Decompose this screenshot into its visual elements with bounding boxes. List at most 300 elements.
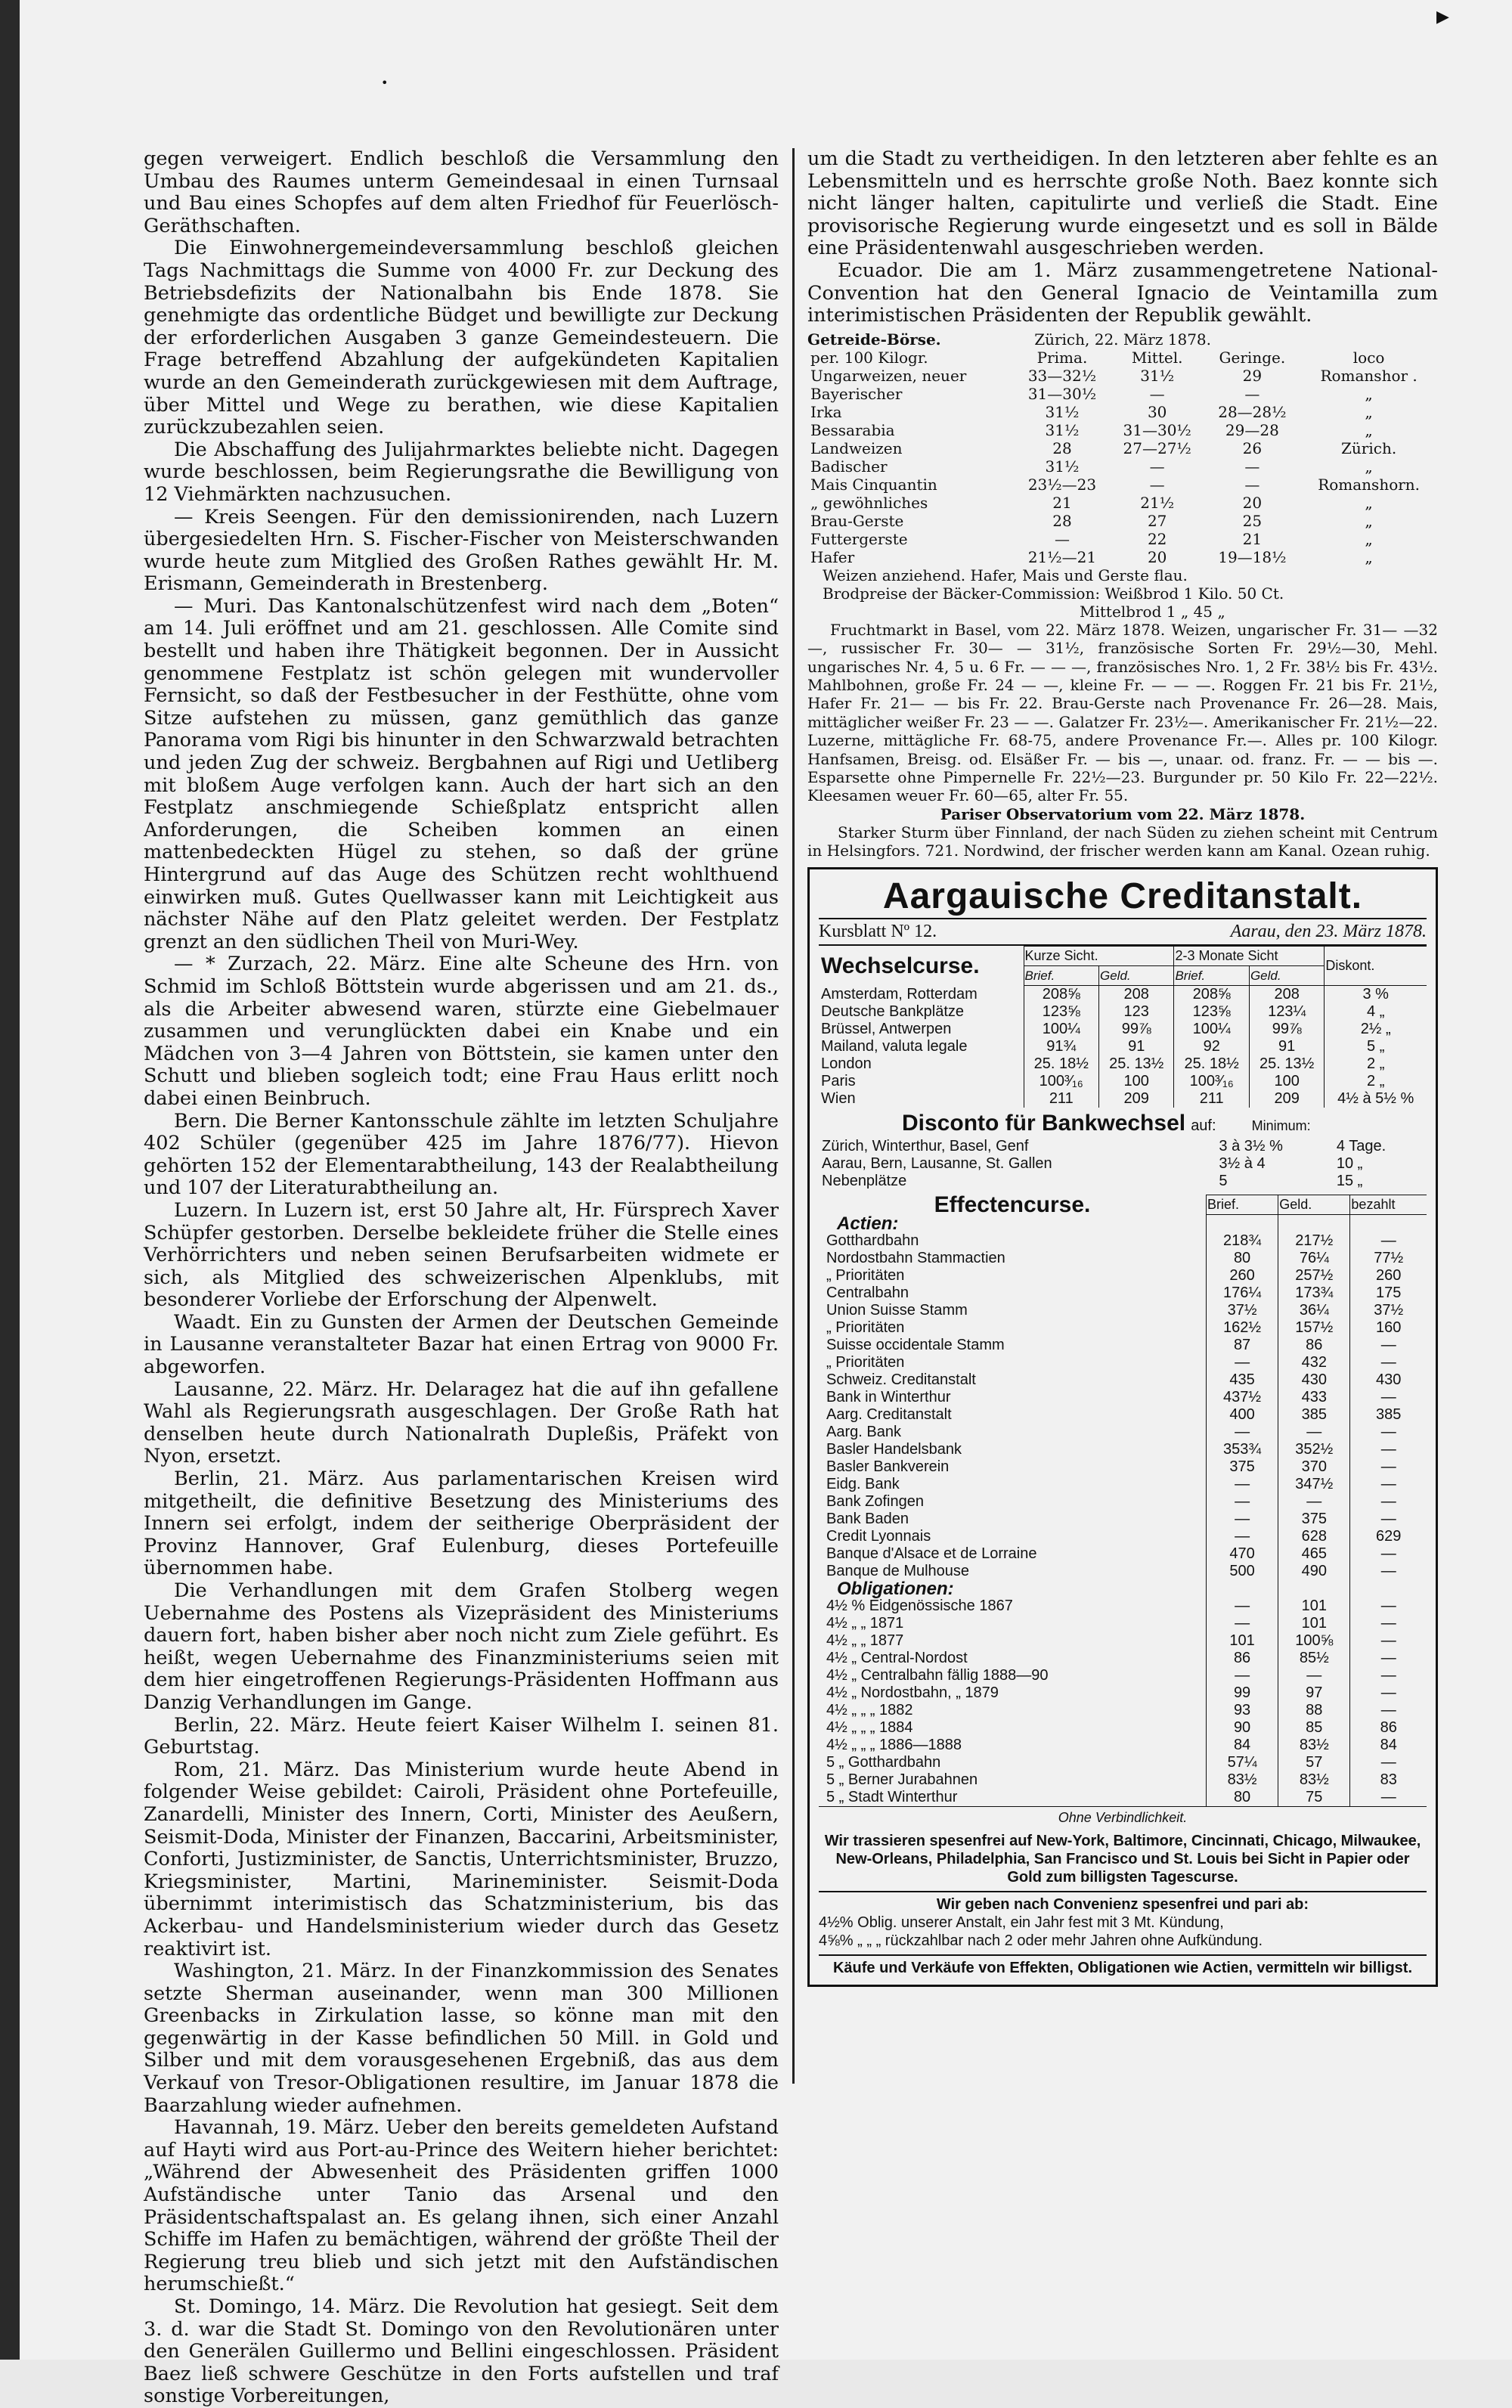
table-cell: 211: [1174, 1090, 1249, 1108]
observatory-title: Pariser Observatorium vom 22. März 1878.: [940, 804, 1306, 823]
table-cell: —: [1350, 1511, 1427, 1528]
paragraph: — Kreis Seengen. Für den demissionirenden, nach Luzern übergesiedelten Hrn. S. Fischer-Fischer von Meisterschwanden wurde heute zum Mitglied des Großen Rathes gewählt Hr. M. Erismann, Gemeinderath in Brestenberg.: [144, 505, 779, 596]
disconto-table: [819, 1138, 1427, 1190]
security-name: 4½ „ „ 1877: [826, 1632, 904, 1649]
table-cell: „: [1365, 547, 1373, 566]
table-row: [819, 1458, 1427, 1476]
column-header: Geld.: [1278, 1195, 1350, 1215]
security-name: Bank in Winterthur: [826, 1388, 951, 1405]
table-cell: 19—18½: [1218, 547, 1287, 566]
table-cell: „: [1365, 511, 1373, 530]
table-row: [807, 512, 1438, 530]
disconto-rate: 3 à 3½ %: [1219, 1138, 1283, 1154]
table-cell: —: [1350, 1598, 1427, 1615]
table-cell: 93: [1206, 1702, 1278, 1719]
kursblatt-number: Kursblatt Nº 12.: [819, 921, 937, 941]
security-name: 4½ „ „ „ 1882: [826, 1701, 913, 1718]
table-cell: 84: [1206, 1737, 1278, 1754]
table-cell: —: [1350, 1354, 1427, 1371]
table-row: [819, 1789, 1427, 1806]
table-header-row: [807, 349, 1438, 367]
table-cell: 88: [1278, 1702, 1350, 1719]
table-cell: 84: [1350, 1737, 1427, 1754]
table-cell: —: [1278, 1424, 1350, 1441]
table-cell: 437½: [1206, 1389, 1278, 1406]
table-cell: 31—30½: [1123, 420, 1191, 439]
table-cell: 99⅞: [1099, 1021, 1174, 1038]
table-cell: 100: [1249, 1073, 1324, 1090]
table-cell: 27: [1147, 511, 1167, 530]
wechsel-place: Deutsche Bankplätze: [821, 1003, 965, 1021]
table-cell: 83½: [1278, 1771, 1350, 1789]
table-cell: —: [1350, 1789, 1427, 1806]
ohne-verbindlichkeit: Ohne Verbindlichkeit.: [819, 1806, 1427, 1830]
security-name: 5 „ Berner Jurabahnen: [826, 1771, 978, 1788]
security-name: Banque d'Alsace et de Lorraine: [826, 1545, 1037, 1562]
table-row: [819, 1155, 1427, 1173]
table-cell: 20: [1242, 493, 1263, 512]
table-row: [819, 1090, 1427, 1108]
disconto-minimum: 4 Tage.: [1336, 1138, 1387, 1154]
table-cell: 173¾: [1278, 1285, 1350, 1302]
table-row: [807, 494, 1438, 512]
table-row: [819, 1337, 1427, 1354]
table-cell: 160: [1350, 1319, 1427, 1337]
table-cell: 28—28½: [1218, 402, 1287, 421]
grain-table: [807, 349, 1438, 566]
grain-name: Mais Cinquantin: [810, 475, 937, 494]
table-row: [807, 367, 1438, 385]
basel-market: Fruchtmarkt in Basel, vom 22. März 1878. Weizen, ungarischer Fr. 31— —32—, russischer Fr. 30— — 31½, französische Sorten Fr. 29½—30, Mehl. ungarisches Nr. 4, 5 u. 6 Fr. — — —, französisches Nro. 1, 2 Fr. 38½ bis Fr. 43½. Mahlbohnen, große Fr. 24 — —, kleine Fr. — — —. Roggen Fr. 21 bis Fr. 21½, Hafer Fr. 21— — bis Fr. 22. Brau-Gerste nach Provenance Fr. 26—28. Mais, mittäglicher weißer Fr. 23 — —. Galatzer Fr. 23½—. Amerikanischer Fr. 21½—22. Luzerne, mittägliche Fr. 68-75, andere Provenance Fr.—. Alles pr. 100 Kilogr. Hanfsamen, Breisg. od. Elsäßer Fr. — bis —, unaar. od. franz. Fr. — — bis —. Esparsette ohne Pimpernelle Fr. 22½—23. Burgunder pr. 50 Kilo Fr. 22—22½. Kleesamen weuer Fr. 60—65, alter Fr. 55.: [807, 620, 1438, 805]
table-cell: „: [1365, 402, 1373, 421]
table-cell: —: [1350, 1754, 1427, 1771]
table-cell: —: [1206, 1476, 1278, 1493]
table-cell: 347½: [1278, 1476, 1350, 1493]
security-name: 4½ „ „ 1871: [826, 1614, 904, 1632]
column-header: 2-3 Monate Sicht: [1174, 947, 1325, 966]
column-header: Brief.: [1174, 966, 1249, 986]
table-cell: 83: [1350, 1771, 1427, 1789]
table-cell: 123⅝: [1174, 1003, 1249, 1021]
table-cell: 91¾: [1024, 1038, 1098, 1055]
column-header: Brief.: [1206, 1195, 1278, 1215]
paragraph: Die Einwohnergemeindeversammlung beschloß gleichen Tags Nachmittags die Summe von 4000 Fr. zur Deckung des Betriebsdefizits der Nationalbahn bis Ende 1878. Sie genehmigte das ordentliche Büdget und bewilligte zur Deckung der erforderlichen Ausgaben 3 ganze Gemeindesteuern. Die Frage betreffend Abzahlung der aufgekündeten Kapitalien wurde an den Gemeinderath zurückgewiesen mit dem Auftrage, über Mittel und Wege zu berathen, wie diese Kapitalien zurückzubezahlen seien.: [144, 237, 779, 439]
table-cell: 470: [1206, 1545, 1278, 1563]
grain-name: „ gewöhnliches: [810, 493, 928, 512]
table-cell: 21: [1052, 493, 1072, 512]
table-row: [819, 1354, 1427, 1371]
table-cell: „: [1365, 529, 1373, 548]
table-cell: 260: [1206, 1267, 1278, 1285]
table-row: [819, 1598, 1427, 1615]
table-row: [819, 1650, 1427, 1667]
security-name: Bank Baden: [826, 1510, 909, 1527]
table-cell: 86: [1278, 1337, 1350, 1354]
table-cell: 25: [1242, 511, 1263, 530]
table-row: [807, 421, 1438, 439]
table-cell: 87: [1206, 1337, 1278, 1354]
table-row: [819, 1003, 1427, 1021]
effekten-table: [819, 1192, 1427, 1806]
disconto-minimum: 15 „: [1336, 1173, 1363, 1189]
bank-title: Aargauische Creditanstalt.: [882, 875, 1363, 916]
table-cell: 400: [1206, 1406, 1278, 1424]
security-name: Basler Bankverein: [826, 1458, 950, 1475]
table-cell: 76¼: [1278, 1250, 1350, 1267]
table-cell: 20: [1147, 547, 1167, 566]
table-row: [819, 1073, 1427, 1090]
table-cell: 352½: [1278, 1441, 1350, 1458]
table-cell: —: [1350, 1545, 1427, 1563]
disconto-title: Disconto für Bankwechsel: [902, 1111, 1186, 1136]
security-name: Schweiz. Creditanstalt: [826, 1371, 976, 1388]
table-cell: 101: [1278, 1598, 1350, 1615]
table-row: [819, 1511, 1427, 1528]
table-cell: —: [1350, 1632, 1427, 1650]
table-cell: —: [1350, 1424, 1427, 1441]
paragraph: Die Verhandlungen mit dem Grafen Stolberg wegen Uebernahme des Postens als Vizepräsident des Ministeriums dauern fort, haben bisher aber noch nicht zum Ziele geführt. Es heißt, wegen Uebernahme des Finanzministeriums seien mit dem hier eingetroffenen Regierungs-Präsidenten Hoffmann aus Danzig Verhandlungen im Gange.: [144, 1579, 779, 1714]
table-row: [819, 1038, 1427, 1055]
security-name: „ Prioritäten: [826, 1319, 905, 1336]
table-cell: 162½: [1206, 1319, 1278, 1337]
security-name: Eidg. Bank: [826, 1475, 900, 1492]
table-cell: —: [1350, 1563, 1427, 1580]
table-cell: 435: [1206, 1371, 1278, 1389]
security-name: 4½ „ Centralbahn fällig 1888—90: [826, 1666, 1049, 1684]
table-cell: Romanshor .: [1320, 366, 1418, 385]
table-cell: 21: [1242, 529, 1263, 548]
table-cell: 31—30½: [1027, 384, 1097, 403]
table-row: [819, 1754, 1427, 1771]
table-cell: —: [1244, 457, 1260, 476]
security-name: Aarg. Bank: [826, 1423, 901, 1440]
table-cell: 217½: [1278, 1232, 1350, 1250]
paragraph: Ecuador. Die am 1. März zusammengetretene National-Convention hat den General Ignacio de Veintamilla zum interimistischen Präsidenten der Republik gewählt.: [807, 259, 1438, 327]
table-row: [819, 1667, 1427, 1684]
table-cell: —: [1350, 1232, 1427, 1250]
paragraph: Lausanne, 22. März. Hr. Delaragez hat die auf ihn gefallene Wahl als Regierungsrath ausgeschlagen. Der Große Rath hat denselben heute durch Nationalrath Dupleßis, Präfekt von Nyon, ersetzt.: [144, 1378, 779, 1468]
paragraph: Bern. Die Berner Kantonsschule zählte im letzten Schuljahre 402 Schüler (gegenüber 425 im Jahre 1876/77). Hievon gehörten 152 der Elementarabtheilung, 143 der Realabtheilung und 107 der Literaturabtheilung an.: [144, 1109, 779, 1200]
scan-edge: [0, 0, 20, 2360]
table-cell: 3 %: [1325, 986, 1427, 1004]
table-cell: 80: [1206, 1789, 1278, 1806]
disconto-place: Nebenplätze: [822, 1173, 907, 1189]
actien-title: Actien:: [837, 1213, 899, 1234]
disconto-auf: auf:: [1191, 1117, 1216, 1135]
security-name: 5 „ Gotthardbahn: [826, 1753, 941, 1771]
table-cell: 175: [1350, 1285, 1427, 1302]
security-name: Gotthardbahn: [826, 1232, 919, 1249]
table-cell: 432: [1278, 1354, 1350, 1371]
table-cell: 31½: [1045, 420, 1080, 439]
table-cell: —: [1350, 1650, 1427, 1667]
wechsel-place: London: [821, 1055, 872, 1073]
table-cell: 209: [1099, 1090, 1174, 1108]
table-cell: 5 „: [1325, 1038, 1427, 1055]
table-row: [819, 1615, 1427, 1632]
table-cell: 123¼: [1249, 1003, 1324, 1021]
table-cell: 25. 18½: [1174, 1055, 1249, 1073]
paragraph: Die Abschaffung des Julijahrmarktes beliebte nicht. Dagegen wurde beschlossen, beim Regierungsrathe die Bewilligung von 12 Viehmärkten nachzusuchen.: [144, 438, 779, 506]
table-row: [819, 1528, 1427, 1545]
column-header: loco: [1352, 348, 1385, 367]
table-cell: 430: [1278, 1371, 1350, 1389]
security-name: Credit Lyonnais: [826, 1527, 931, 1545]
grain-title: Getreide-Börse.: [807, 330, 941, 349]
table-cell: —: [1278, 1493, 1350, 1511]
table-cell: 465: [1278, 1545, 1350, 1563]
table-cell: 157½: [1278, 1319, 1350, 1337]
ink-dot-icon: •: [381, 76, 389, 90]
table-cell: 100³⁄₁₆: [1024, 1073, 1098, 1090]
security-name: 4½ „ „ „ 1886—1888: [826, 1736, 962, 1753]
disconto-rate: 3½ à 4: [1219, 1155, 1266, 1172]
table-cell: —: [1244, 475, 1260, 494]
table-row: [819, 1055, 1427, 1073]
table-row: [819, 1406, 1427, 1424]
table-cell: 208⅝: [1024, 986, 1098, 1004]
table-row: [819, 1138, 1427, 1155]
table-cell: 628: [1278, 1528, 1350, 1545]
table-cell: —: [1350, 1337, 1427, 1354]
bank-advertisement: [807, 867, 1438, 1987]
table-cell: 100³⁄₁₆: [1174, 1073, 1249, 1090]
table-cell: „: [1365, 420, 1373, 439]
disconto-place: Aarau, Bern, Lausanne, St. Gallen: [822, 1155, 1052, 1172]
table-cell: „: [1365, 384, 1373, 403]
table-cell: 90: [1206, 1719, 1278, 1737]
weather-report: Starker Sturm über Finnland, der nach Süden zu ziehen scheint mit Centrum in Helsingfors. 721. Nordwind, der frischer werden kann am Kanal. Ozean ruhig.: [807, 823, 1438, 860]
grain-name: Brau-Gerste: [810, 511, 904, 530]
table-cell: —: [1206, 1354, 1278, 1371]
paragraph: Rom, 21. März. Das Ministerium wurde heute Abend in folgender Weise gebildet: Cairoli, Präsident ohne Portefeuille, Zanardelli, Minister des Innern, Corti, Minister des Aeußern, Seismit-Doda, Minister der Finanzen, Baccarini, Arbeitsminister, Conforti, Justizminister, de Sanctis, Unterrichtsminister, Bruzzo, Kriegsminister, Martini, Marineminister. Seismit-Doda übernimmt interimistisch das Schatzministerium, bis das Ackerbau- und Handelsministerium wieder durch das Gesetz reaktivirt ist.: [144, 1758, 779, 1960]
grain-name: Bayerischer: [810, 384, 903, 403]
table-cell: 123⅝: [1024, 1003, 1098, 1021]
disconto-minimum: Minimum:: [1251, 1118, 1311, 1134]
table-cell: 99⅞: [1249, 1021, 1324, 1038]
grain-name: Badischer: [810, 457, 888, 476]
table-cell: Zürich.: [1341, 439, 1397, 457]
table-cell: 375: [1278, 1511, 1350, 1528]
table-cell: 100¼: [1174, 1021, 1249, 1038]
table-cell: 100: [1099, 1073, 1174, 1090]
paragraph: Havannah, 19. März. Ueber den bereits gemeldeten Aufstand auf Hayti wird aus Port-au-Prince des Weitern hieher berichtet: „Während der Abwesenheit des Präsidenten griffen 1000 Aufständische unter Tanio das Arsenal und den Präsidentschaftspalast an. Es gelang ihnen, sich einer Anzahl Schiffe im Hafen zu bemächtigen, während der größte Theil der Regierung treu blieb und sich jetzt mit den Aufständischen herumschießt.“: [144, 2116, 779, 2296]
security-name: Centralbahn: [826, 1284, 909, 1301]
table-cell: 370: [1278, 1458, 1350, 1476]
table-row: [819, 1302, 1427, 1319]
security-name: Suisse occidentale Stamm: [826, 1336, 1005, 1353]
bread-prices-2: Mittelbrod 1 „ 45 „: [1080, 602, 1225, 621]
paragraph: Berlin, 21. März. Aus parlamentarischen Kreisen wird mitgetheilt, die definitive Besetzung des Ministeriums des Innern sei erfolgt, indem der seitherige Oberpräsident der Provinz Hannover, Graf Eulenburg, dieses Portefeuille übernommen habe.: [144, 1467, 779, 1580]
table-cell: „: [1365, 493, 1373, 512]
corner-mark-icon: ▶: [1436, 8, 1449, 26]
security-name: Banque de Mulhouse: [826, 1562, 970, 1579]
right-column: [807, 148, 1438, 1987]
table-cell: 100⅝: [1278, 1632, 1350, 1650]
table-row: [807, 476, 1438, 494]
table-cell: —: [1054, 529, 1070, 548]
table-row: [819, 1563, 1427, 1580]
table-row: [807, 530, 1438, 548]
table-cell: 91: [1249, 1038, 1324, 1055]
table-cell: —: [1206, 1511, 1278, 1528]
security-name: „ Prioritäten: [826, 1266, 905, 1284]
grain-name: Bessarabia: [810, 420, 895, 439]
table-row: [807, 548, 1438, 566]
table-cell: 211: [1024, 1090, 1098, 1108]
table-row: [819, 1719, 1427, 1737]
grain-name: Ungarweizen, neuer: [810, 366, 967, 385]
effekten-title: Effectencurse.: [934, 1192, 1091, 1217]
wechsel-title: Wechselcurse.: [821, 953, 980, 979]
bread-prices: Brodpreise der Bäcker-Commission: Weißbrod 1 Kilo. 50 Ct.: [823, 584, 1284, 603]
table-cell: 218¾: [1206, 1232, 1278, 1250]
table-cell: 85½: [1278, 1650, 1350, 1667]
table-row: [807, 385, 1438, 403]
grain-dateline: Zürich, 22. März 1878.: [1034, 330, 1211, 349]
table-cell: —: [1149, 475, 1165, 494]
table-row: [819, 1389, 1427, 1406]
table-cell: 4 „: [1325, 1003, 1427, 1021]
table-row: [819, 1319, 1427, 1337]
disconto-rate: 5: [1219, 1173, 1228, 1189]
table-cell: 27—27½: [1123, 439, 1191, 457]
table-row: [819, 1021, 1427, 1038]
column-header: bezahlt: [1350, 1195, 1427, 1215]
table-cell: —: [1350, 1615, 1427, 1632]
trassieren-text: Wir trassieren spesenfrei auf New-York, Baltimore, Cincinnati, Chicago, Milwaukee, New-Orleans, Philadelphia, San Francisco und St. Louis bei Sicht in Papier oder Gold zum billigsten Tagescurse.: [824, 1833, 1421, 1886]
table-cell: —: [1350, 1389, 1427, 1406]
security-name: Basler Handelsbank: [826, 1440, 962, 1458]
table-cell: 430: [1350, 1371, 1427, 1389]
table-cell: —: [1350, 1667, 1427, 1684]
table-cell: 31½: [1045, 457, 1080, 476]
table-row: [819, 1424, 1427, 1441]
column-header: Geringe.: [1219, 348, 1286, 367]
paragraph: gegen verweigert. Endlich beschloß die Versammlung den Umbau des Raumes unterm Gemeindesaal in einen Turnsaal und Bau eines Schopfes auf dem alten Friedhof für Feuerlösch-Geräthschaften.: [144, 147, 779, 237]
column-header: Brief.: [1024, 966, 1098, 986]
table-cell: —: [1149, 457, 1165, 476]
geben-title: Wir geben nach Convenienz spesenfrei und pari ab:: [936, 1896, 1309, 1914]
table-row: [807, 439, 1438, 457]
column-header: Prima.: [1036, 348, 1088, 367]
grain-name: Irka: [810, 402, 842, 421]
table-cell: 385: [1350, 1406, 1427, 1424]
paragraph: um die Stadt zu vertheidigen. In den letzteren aber fehlte es an Lebensmitteln und es herrschte große Noth. Baez konnte sich nicht länger halten, capitulirte und verließ die Stadt. Eine provisorische Regierung wurde eingesetzt und es soll in Bälde eine Präsidentenwahl ausgeschrieben werden.: [807, 147, 1438, 260]
security-name: 5 „ Stadt Winterthur: [826, 1788, 958, 1805]
security-name: „ Prioritäten: [826, 1353, 905, 1371]
security-name: Nordostbahn Stammactien: [826, 1249, 1005, 1266]
table-row: [819, 1545, 1427, 1563]
geben-line-1: 4½% Oblig. unserer Anstalt, ein Jahr fest mit 3 Mt. Kündung,: [819, 1914, 1224, 1932]
security-name: 4½ „ Central-Nordost: [826, 1649, 968, 1666]
table-cell: —: [1206, 1424, 1278, 1441]
table-row: [819, 1684, 1427, 1702]
table-row: [819, 1285, 1427, 1302]
table-cell: 57: [1278, 1754, 1350, 1771]
kursblatt-line: [819, 918, 1427, 947]
table-cell: 208: [1249, 986, 1324, 1004]
paragraph: Luzern. In Luzern ist, erst 50 Jahre alt, Hr. Fürsprech Xaver Schüpfer gestorben. Derselbe bekleidete früher die Stelle eines Verhörrichters und neben seinen Berufsarbeiten widmete er sich, als Mitglied des schweizerischen Alpenklubs, mit besonderer Vorliebe der Erforschung der Alpenwelt.: [144, 1198, 779, 1312]
table-row: [807, 403, 1438, 421]
table-cell: 208: [1099, 986, 1174, 1004]
table-cell: 75: [1278, 1789, 1350, 1806]
table-cell: 37½: [1206, 1302, 1278, 1319]
security-name: Union Suisse Stamm: [826, 1301, 968, 1319]
table-cell: 629: [1350, 1528, 1427, 1545]
table-cell: 101: [1206, 1632, 1278, 1650]
table-cell: 257½: [1278, 1267, 1350, 1285]
table-cell: 490: [1278, 1563, 1350, 1580]
table-cell: —: [1350, 1476, 1427, 1493]
grain-name: Landweizen: [810, 439, 903, 457]
table-cell: 500: [1206, 1563, 1278, 1580]
column-header: Mittel.: [1131, 348, 1183, 367]
table-cell: —: [1350, 1441, 1427, 1458]
table-row: [819, 986, 1427, 1004]
table-row: [819, 1371, 1427, 1389]
paragraph: Waadt. Ein zu Gunsten der Armen der Deutschen Gemeinde in Lausanne veranstalteter Bazar hat einen Ertrag von 9000 Fr. abgeworfen.: [144, 1310, 779, 1379]
security-name: 4½ „ Nordostbahn, „ 1879: [826, 1684, 999, 1701]
table-row: [819, 1232, 1427, 1250]
disconto-minimum: 10 „: [1336, 1155, 1363, 1172]
wechsel-table: [819, 946, 1427, 1108]
table-cell: 21½—21: [1027, 547, 1097, 566]
table-cell: 29: [1242, 366, 1263, 385]
kaufe-text: Käufe und Verkäufe von Effekten, Obligationen wie Actien, vermitteln wir billigst.: [832, 1960, 1413, 1977]
table-cell: 31½: [1045, 402, 1080, 421]
table-cell: —: [1206, 1598, 1278, 1615]
table-cell: 2 „: [1325, 1055, 1427, 1073]
column-header: Geld.: [1249, 966, 1324, 986]
wechsel-place: Wien: [821, 1090, 856, 1108]
table-cell: 208⅝: [1174, 986, 1249, 1004]
table-cell: 92: [1174, 1038, 1249, 1055]
table-cell: 21½: [1140, 493, 1175, 512]
table-cell: 30: [1147, 402, 1167, 421]
table-cell: 25. 18½: [1024, 1055, 1098, 1073]
bank-dateline: Aarau, den 23. März 1878.: [1230, 921, 1427, 941]
column-header: Geld.: [1099, 966, 1174, 986]
table-cell: 85: [1278, 1719, 1350, 1737]
geben-line-2: 4⅝% „ „ „ rückzahlbar nach 2 oder mehr Jahren ohne Aufkündung.: [819, 1932, 1263, 1950]
paragraph: Washington, 21. März. In der Finanzkommission des Senates setzte Sherman auseinander, wenn man 300 Millionen Greenbacks in Zirkulation lasse, so könne man mit den gegenwärtig in der Kasse befindlichen 50 Mill. in Gold und Silber und mit dem vorausgesehenen Ergebniß, das aus dem Verkauf von Tresor-Obligationen resultire, im Januar 1878 die Baarzahlung wieder aufnehmen.: [144, 1960, 779, 2117]
table-cell: 37½: [1350, 1302, 1427, 1319]
column-rule: [792, 148, 795, 2084]
table-cell: —: [1350, 1702, 1427, 1719]
table-cell: 99: [1206, 1684, 1278, 1702]
paragraph: — * Zurzach, 22. März. Eine alte Scheune des Hrn. von Schmid im Schloß Böttstein wurde abgerissen und am 21. ds., als die Arbeiter abwesend waren, stürzte eine Giebelmauer zusammen und verunglückten dabei ein Knabe und ein Mädchen von 3—4 Jahren von Böttstein, sie kamen unter den Schutt und blieben sogleich todt; eine Frau Haus erlitt noch dabei einen Beinbruch.: [144, 953, 779, 1110]
grain-name: Hafer: [810, 547, 855, 566]
table-cell: 4½ à 5½ %: [1325, 1090, 1427, 1108]
left-column: [144, 148, 779, 2408]
grain-exchange: [807, 330, 1438, 860]
grain-unit: per. 100 Kilogr.: [810, 348, 928, 367]
table-cell: 80: [1206, 1250, 1278, 1267]
table-cell: „: [1365, 457, 1373, 476]
table-cell: 101: [1278, 1615, 1350, 1632]
table-row: [819, 1250, 1427, 1267]
table-cell: 83½: [1278, 1737, 1350, 1754]
paragraph: — Muri. Das Kantonalschützenfest wird nach dem „Boten“ am 14. Juli eröffnet und am 21. geschlossen. Alle Comite sind bestellt und haben ihre Thätigkeit begonnen. Der in Aussicht genommene Festplatz ist schön gelegen mit wundervoller Fernsicht, so daß der Festbesucher in der Festhütte, ohne vom Sitze aufstehen zu müssen, ganz gemüthlich das ganze Panorama vom Rigi bis hinunter in den Schwarzwald betrachten und jeden Zug der schweiz. Bergbahnen auf Rigi und Uetliberg mit bloßem Auge verfolgen kann. Auch der hart sich an den Festplatz anschmiegende Schießplatz entspricht allen Anforderungen, die Scheiben kommen an einen mattenbedeckten Hügel zu stehen, so daß der grüne Hintergrund auf das Auge des Schützen recht wohlthuend einwirken muß. Gutes Quellwasser kann mit Leichtigkeit aus nächster Nähe auf den Platz geleitet werden. Der Festplatz grenzt an den südlichen Theil von Muri-Wey.: [144, 594, 779, 953]
table-cell: —: [1278, 1667, 1350, 1684]
wechsel-place: Mailand, valuta legale: [821, 1038, 968, 1055]
table-cell: 86: [1350, 1719, 1427, 1737]
security-name: 4½ „ „ „ 1884: [826, 1718, 913, 1736]
table-cell: Romanshorn.: [1318, 475, 1421, 494]
table-cell: 86: [1206, 1650, 1278, 1667]
grain-name: Futtergerste: [810, 529, 908, 548]
